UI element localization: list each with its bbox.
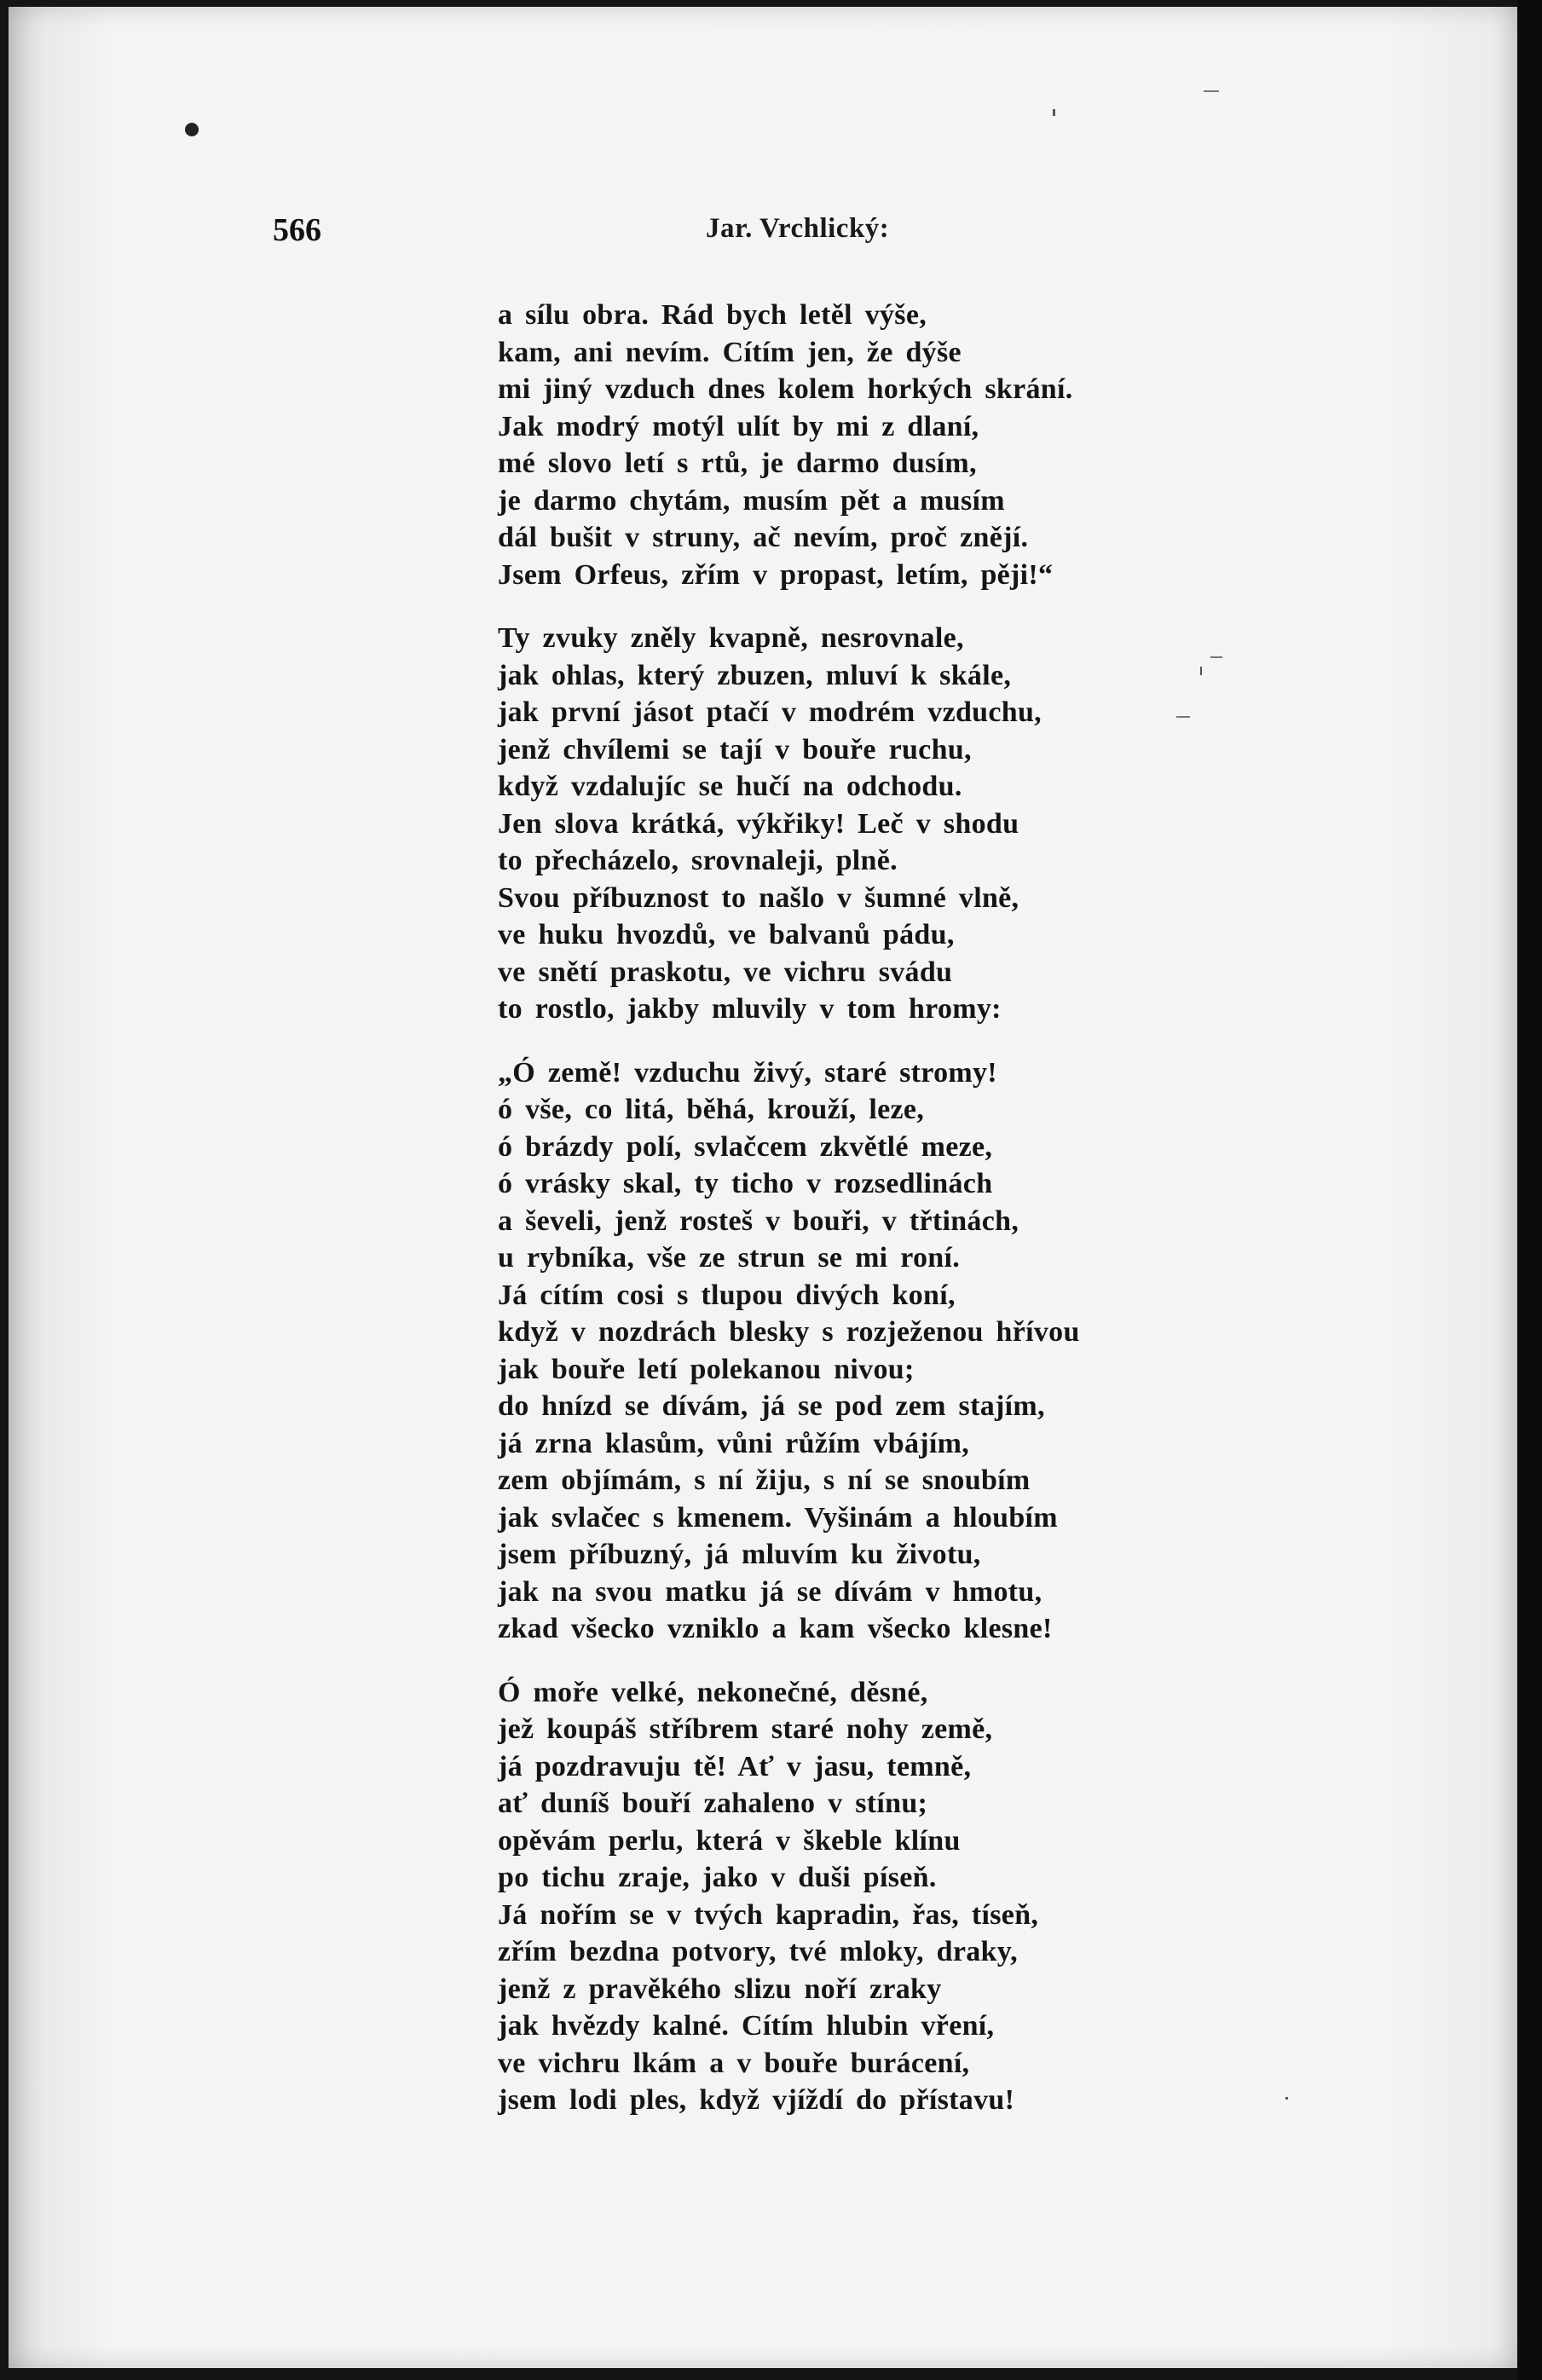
verse-line: jenž chvílemi se tají v bouře ruchu, (498, 733, 972, 765)
verse-line: jež koupáš stříbrem staré nohy země, (498, 1713, 993, 1745)
verse-line: zkad všecko vzniklo a kam všecko klesne! (498, 1613, 1053, 1644)
verse-line: ve snětí praskotu, ve vichru svádu (498, 956, 953, 988)
verse-line: je darmo chytám, musím pět a musím (498, 484, 1005, 517)
verse-line: ó vrásky skal, ty ticho v rozsedlinách (498, 1168, 993, 1199)
verse-line: zřím bezdna potvory, tvé mloky, draky, (498, 1936, 1018, 1967)
verse-line: jak svlačec s kmenem. Vyšinám a hloubím (498, 1501, 1058, 1534)
verse-line: opěvám perlu, která v škeble klínu (498, 1824, 961, 1857)
verse-line: a ševeli, jenž rosteš v bouři, v třtinách, (498, 1204, 1019, 1237)
verse-line: jsem příbuzný, já mluvím ku životu, (498, 1539, 981, 1570)
verse-line: Já nořím se v tvých kapradin, řas, tíseň, (498, 1898, 1039, 1931)
stanza (498, 1054, 1214, 1648)
verse-line: ve vichru lkám a v bouře burácení, (498, 2047, 970, 2079)
verse-line: ó brázdy polí, svlačcem zkvětlé meze, (498, 1130, 993, 1163)
verse-line: když v nozdrách blesky s rozježenou hřívou (498, 1316, 1080, 1348)
verse-line: u rybníka, vše ze strun se mi roní. (498, 1242, 961, 1274)
scan-edge (1517, 0, 1542, 2380)
verse-line: a sílu obra. Rád bych letěl výše, (498, 299, 927, 331)
verse-line: do hnízd se dívám, já se pod zem stajím, (498, 1390, 1045, 1422)
verse-line: jenž z pravěkého slizu noří zraky (498, 1973, 942, 2005)
verse-line: Ty zvuky zněly kvapně, nesrovnale, (498, 622, 964, 654)
verse-line: ve huku hvozdů, ve balvanů pádu, (498, 919, 955, 950)
verse-line: jak hvězdy kalné. Cítím hlubin vření, (498, 2010, 995, 2042)
stanza (498, 1674, 1214, 2119)
verse-line: mé slovo letí s rtů, je darmo dusím, (498, 448, 977, 479)
ink-dot (185, 123, 199, 136)
verse-line: ó vše, co litá, běhá, krouží, leze, (498, 1094, 925, 1125)
verse-line: jak první jásot ptačí v modrém vzduchu, (498, 696, 1042, 728)
verse-line: jak na svou matku já se dívám v hmotu, (498, 1575, 1042, 1608)
verse-line: Jen slova krátká, výkřiky! Leč v shodu (498, 807, 1019, 840)
verse-line: já zrna klasům, vůni růžím vbájím, (498, 1427, 970, 1459)
verse-line: jak ohlas, který zbuzen, mluví k skále, (498, 659, 1012, 691)
verse-line: ať duníš bouří zahaleno v stínu; (498, 1788, 928, 1819)
verse-line: já pozdravuju tě! Ať v jasu, temně, (498, 1750, 972, 1782)
running-header (273, 211, 1176, 254)
verse-line: „Ó země! vzduchu živý, staré stromy! (498, 1056, 997, 1089)
verse-line: to přecházelo, srovnaleji, plně. (498, 845, 898, 876)
running-title: Jar. Vrchlický: (706, 213, 890, 244)
ink-speck (1053, 109, 1055, 116)
stanza (498, 620, 1214, 1028)
verse-line: jak bouře letí polekanou nivou; (498, 1353, 915, 1385)
ink-speck (1204, 90, 1219, 92)
stanza (498, 297, 1214, 593)
verse-line: Jsem Orfeus, zřím v propast, letím, pěji!“ (498, 558, 1054, 591)
verse-line: mi jiný vzduch dnes kolem horkých skrání. (498, 373, 1073, 405)
verse-line: když vzdalujíc se hučí na odchodu. (498, 771, 962, 802)
verse-line: Svou příbuznost to našlo v šumné vlně, (498, 881, 1019, 914)
verse-line: jsem lodi ples, když vjíždí do přístavu! (498, 2084, 1015, 2116)
verse-line: Jak modrý motýl ulít by mi z dlaní, (498, 410, 979, 442)
verse-line: dál bušit v struny, ač nevím, proč znějí. (498, 522, 1029, 553)
verse-line: Ó moře velké, nekonečné, děsné, (498, 1676, 928, 1708)
ink-speck (1285, 2097, 1288, 2100)
page-number: 566 (273, 212, 321, 248)
verse-line: kam, ani nevím. Cítím jen, že dýše (498, 336, 962, 368)
verse-line: po tichu zraje, jako v duši píseň. (498, 1862, 937, 1893)
poem-text (498, 297, 1214, 2146)
verse-line: zem objímám, s ní žiju, s ní se snoubím (498, 1464, 1031, 1496)
verse-line: Já cítím cosi s tlupou divých koní, (498, 1279, 956, 1311)
verse-line: to rostlo, jakby mluvily v tom hromy: (498, 993, 1002, 1025)
